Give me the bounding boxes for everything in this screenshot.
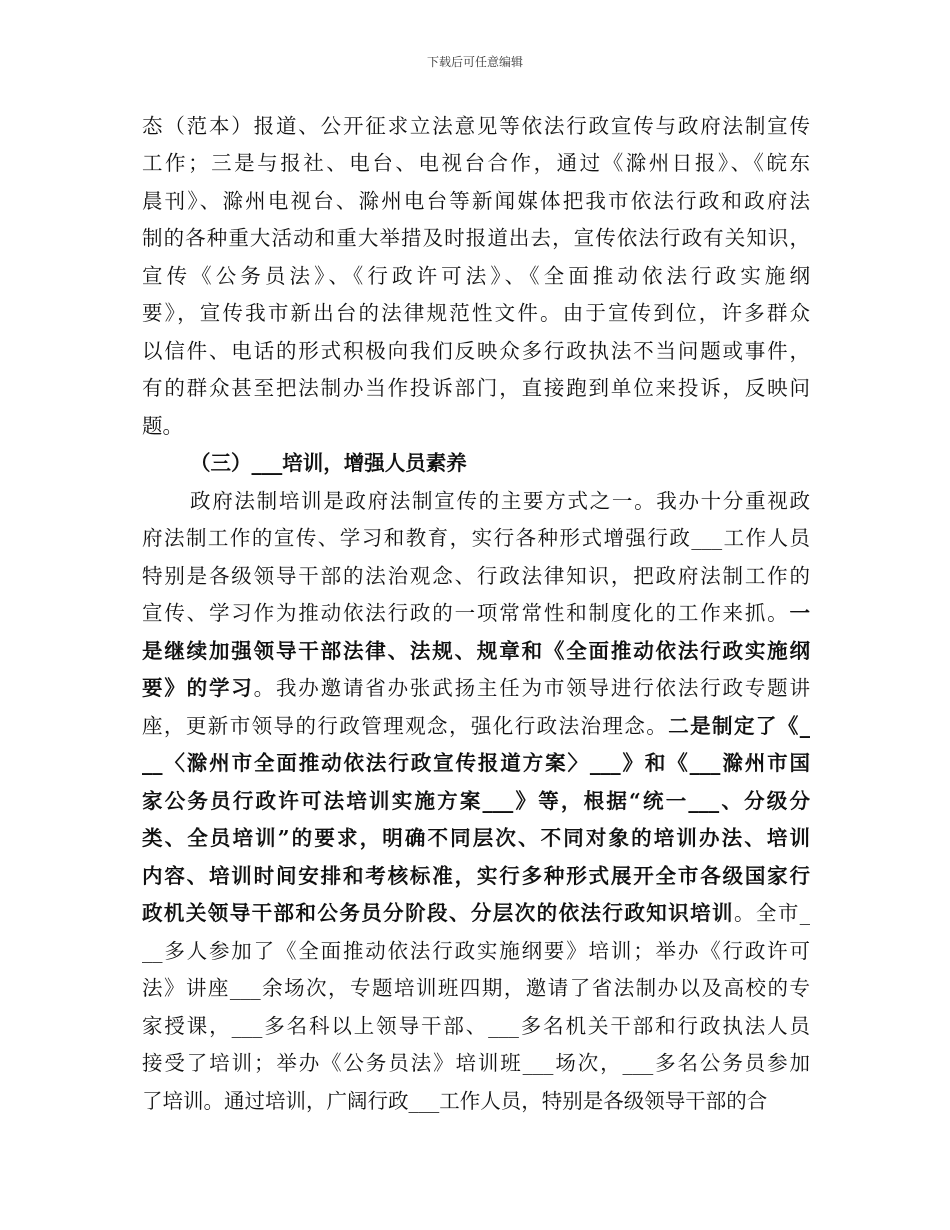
text-span: 。全市_ (733, 901, 811, 925)
bold-text: 类、全员培训”的要求，明确不同层次、不同对象的培训办法、培训 (142, 826, 810, 850)
text-line (142, 820, 810, 857)
text-line (190, 483, 810, 520)
text-span: 特别是各级领导干部的法治观念、行政法律知识，把政府法制工作的 (142, 564, 810, 588)
text-line (142, 970, 810, 1007)
text-span: 以信件、电话的形式积极向我们反映众多行政执法不当问题或事件， (142, 339, 810, 363)
text-span: 有的群众甚至把法制办当作投诉部门，直接跑到单位来投诉，反映问 (142, 376, 810, 400)
text-span: __多人参加了《全面推动依法行政实施纲要》培训；举办《行政许可 (142, 939, 810, 963)
text-line (142, 783, 810, 820)
text-line (142, 1083, 810, 1120)
bold-text: __〈滁州市全面推动依法行政宣传报道方案〉___》和《___滁州市国 (142, 751, 810, 775)
bold-text: （三）___培训，增强人员素养 (190, 451, 467, 475)
text-line (142, 745, 810, 782)
text-span: 晨刊》、滁州电视台、滁州电台等新闻媒体把我市依法行政和政府法 (142, 189, 810, 213)
text-span: 宣传、学习作为推动依法行政的一项常常性和制度化的工作来抓。 (142, 601, 790, 625)
text-line (142, 670, 810, 707)
text-span: 座，更新市领导的行政管理观念，强化行政法治理念。 (142, 714, 669, 738)
text-line (142, 1045, 810, 1082)
text-line (142, 1008, 810, 1045)
text-line (142, 858, 810, 895)
bold-text: 内容、培训时间安排和考核标准，实行多种形式展开全市各级国家行 (142, 864, 810, 888)
text-line (142, 370, 810, 407)
text-span: 要》，宣传我市新出台的法律规范性文件。由于宣传到位，许多群众 (142, 301, 810, 325)
text-span: 。我办邀请省办张武扬主任为市领导进行依法行政专题讲 (253, 676, 811, 700)
text-span: 接受了培训；举办《公务员法》培训班___场次，___多名公务员参加 (142, 1051, 810, 1075)
text-line (142, 220, 810, 257)
bold-text: 一 (789, 601, 810, 625)
text-span: 家授课，___多名科以上领导干部、___多名机关干部和行政执法人员 (142, 1014, 810, 1038)
text-line (142, 333, 810, 370)
text-line (142, 295, 810, 332)
text-line (142, 633, 810, 670)
bold-text: 家公务员行政许可法培训实施方案___》等，根据“统一___、分级分 (142, 789, 810, 813)
text-span: 政府法制培训是政府法制宣传的主要方式之一。我办十分重视政 (190, 489, 810, 513)
text-line (142, 895, 810, 932)
text-span: 题。 (142, 414, 183, 438)
text-span: 制的各种重大活动和重大举措及时报道出去，宣传依法行政有关知识， (142, 226, 810, 250)
bold-text: 是继续加强领导干部法律、法规、规章和《全面推动依法行政实施纲 (142, 639, 810, 663)
text-line (142, 933, 810, 970)
text-span: 法》讲座___余场次，专题培训班四期，邀请了省法制办以及高校的专 (142, 976, 810, 1000)
text-line (142, 145, 810, 182)
text-span: 态（范本）报道、公开征求立法意见等依法行政宣传与政府法制宣传 (142, 114, 810, 138)
text-line (142, 708, 810, 745)
bold-text: 政机关领导干部和公务员分阶段、分层次的依法行政知识培训 (142, 901, 734, 925)
bold-text: 要》的学习 (142, 676, 254, 700)
text-line (142, 183, 810, 220)
text-line (142, 108, 810, 145)
page-header: 下载后可任意编辑 (426, 55, 523, 69)
text-line (142, 558, 810, 595)
text-span: 宣传《公务员法》、《行政许可法》、《全面推动依法行政实施纲 (142, 264, 810, 288)
text-line (142, 520, 810, 557)
text-line (142, 408, 810, 445)
text-line (142, 258, 810, 295)
text-span: 工作；三是与报社、电台、电视台合作，通过《滁州日报》、《皖东 (142, 151, 810, 175)
section-heading (190, 445, 858, 482)
text-span: 了培训。通过培训，广阔行政___工作人员，特别是各级领导干部的合 (142, 1089, 768, 1113)
bold-text: 二是制定了《_ (668, 714, 811, 738)
text-span: 府法制工作的宣传、学习和教育，实行各种形式增强行政___工作人员 (142, 526, 810, 550)
text-line (142, 595, 810, 632)
